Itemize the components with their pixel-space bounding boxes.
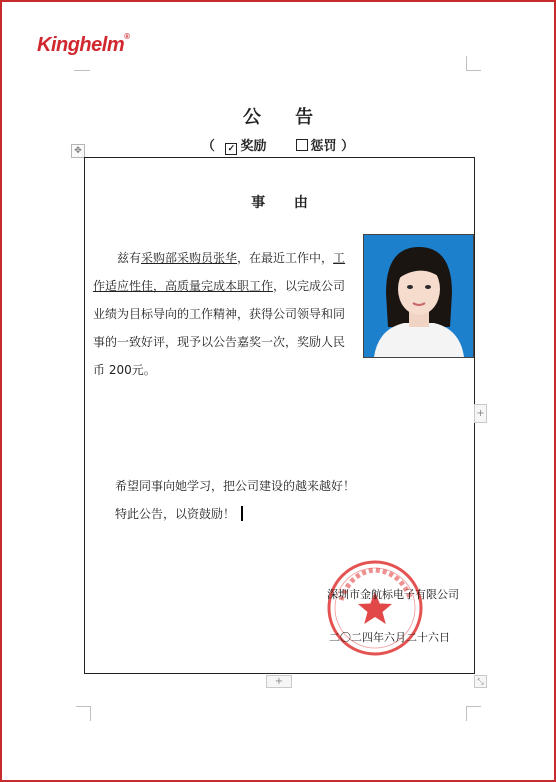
closing-line-1: 希望同事向她学习，把公司建设的越来越好！ (115, 479, 356, 493)
reward-checkbox-icon[interactable]: ✓ (225, 143, 237, 155)
kinghelm-logo: Kinghelm® (37, 32, 130, 56)
closing-line-2: 特此公告，以资鼓励！ (115, 500, 355, 528)
penalty-checkbox-icon[interactable] (296, 139, 308, 151)
company-name: 深圳市金航标电子有限公司 (327, 588, 459, 601)
text-cursor (241, 506, 243, 521)
table-resize-handle-icon[interactable]: ⤡ (474, 675, 487, 688)
add-column-button[interactable]: + (474, 404, 487, 423)
add-row-button[interactable]: + (266, 675, 292, 688)
reward-label: 奖励 (240, 139, 267, 154)
crop-mark-top-left (74, 56, 90, 71)
notice-body: 兹有采购部采购员张华，在最近工作中，工 作适应性佳，高质量完成本职工作，以完成公司 业绩为目标导向的工作精神，获得公司领导和同 事的一致好评，现予以公告嘉奖一次，奖励人民 币 200元。 (93, 251, 346, 377)
notice-date: 二〇二四年六月二十六日 (329, 631, 450, 644)
notice-table (84, 157, 475, 674)
close-paren: ） (341, 139, 355, 154)
section-title: 事 由 (251, 195, 320, 211)
closing-text (115, 472, 355, 528)
crop-mark-bottom-right (466, 706, 481, 721)
penalty-label: 惩罚 (310, 139, 337, 154)
crop-mark-top-right (466, 56, 481, 71)
employee-photo[interactable] (363, 234, 474, 358)
open-paren: （ (201, 139, 215, 154)
crop-mark-bottom-left (76, 706, 91, 721)
table-move-handle-icon[interactable]: ✥ (71, 144, 85, 158)
notice-title: 公 告 (242, 107, 328, 128)
